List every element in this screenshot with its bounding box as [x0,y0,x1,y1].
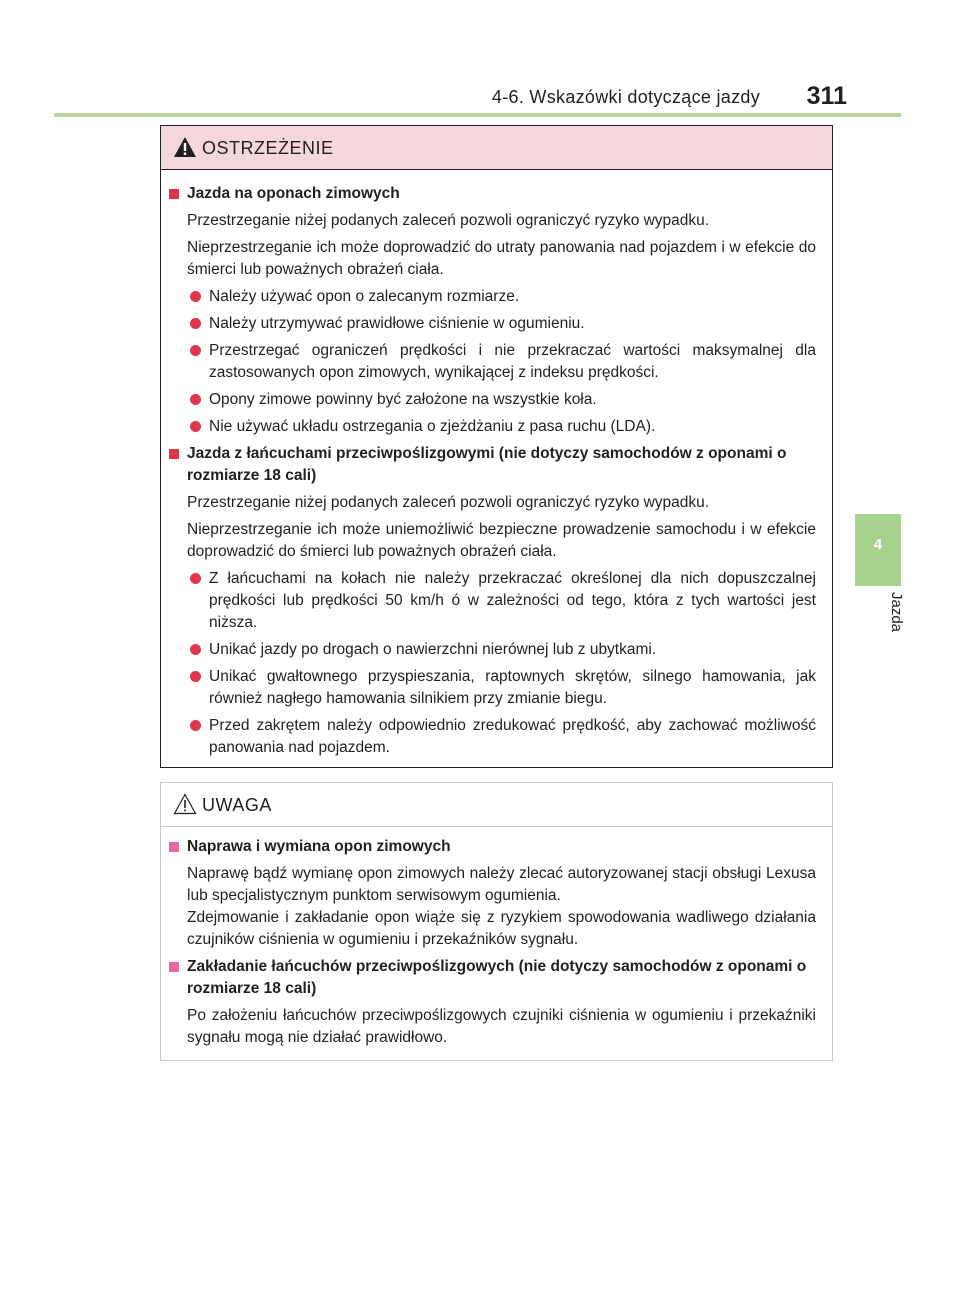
paragraph: Przestrzeganie niżej podanych zaleceń pozwoli ograniczyć ryzyko wypadku. [187,494,710,511]
notice-header [161,783,832,827]
paragraph: Nieprzestrzeganie ich może uniemożliwić bezpieczne prowadzenie samochodu i w efekcie doprowadzić do śmierci lub poważnych obrażeń ciała. [187,521,816,560]
list-item: Opony zimowe powinny być założone na wszystkie koła. [190,389,816,411]
list-item: Należy używać opon o zalecanym rozmiarze. [190,286,816,308]
list-item: Unikać gwałtownego przyspieszania, raptownych skrętów, silnego hamowania, jak również nagłego hamowania silnikiem przy zmianie biegu. [190,666,816,710]
warning-content [161,183,832,764]
round-bullet-icon [190,671,201,682]
section-heading: Zakładanie łańcuchów przeciwpoślizgowych (nie dotyczy samochodów z oponami o rozmiarze 18 cali) [169,956,816,1000]
section-heading: Naprawa i wymiana opon zimowych [169,836,816,858]
notice-box [160,782,833,1061]
list-item: Przestrzegać ograniczeń prędkości i nie przekraczać wartości maksymalnej dla zastosowanych opon zimowych, wynikającej z indeksu prędkości. [190,340,816,384]
round-bullet-icon [190,291,201,302]
square-bullet-icon [169,449,179,459]
round-bullet-icon [190,421,201,432]
round-bullet-icon [190,573,201,584]
caution-triangle-icon [173,793,197,815]
paragraph: Przestrzeganie niżej podanych zaleceń pozwoli ograniczyć ryzyko wypadku. [187,212,710,229]
paragraph: Zdejmowanie i zakładanie opon wiąże się z ryzykiem spowodowania wadliwego działania czujników ciśnienia w ogumieniu i przekaźników sygnału. [187,909,816,948]
chapter-label: Jazda [888,592,905,633]
round-bullet-icon [190,345,201,356]
round-bullet-icon [190,720,201,731]
page-number: 311 [806,82,847,110]
list-item: Należy utrzymywać prawidłowe ciśnienie w ogumieniu. [190,313,816,335]
notice-content [161,836,832,1054]
square-bullet-icon [169,189,179,199]
list-item: Z łańcuchami na kołach nie należy przekraczać określonej dla nich dopuszczalnej prędkości lub prędkości 50 km/h ó w zależności od tego, która z tych wartości jest niższa. [190,568,816,634]
chapter-number: 4 [873,536,883,553]
page-header [0,0,960,118]
paragraph: Nieprzestrzeganie ich może doprowadzić do utraty panowania nad pojazdem i w efekcie do śmierci lub poważnych obrażeń ciała. [187,239,816,278]
paragraph: Po założeniu łańcuchów przeciwpoślizgowych czujniki ciśnienia w ogumieniu i przekaźniki sygnału mogą nie działać prawidłowo. [187,1007,816,1046]
section-title: 4-6. Wskazówki dotyczące jazdy [491,87,760,107]
list-item: Nie używać układu ostrzegania o zjeżdżaniu z pasa ruchu (LDA). [190,416,816,438]
section-heading: Jazda z łańcuchami przeciwpoślizgowymi (nie dotyczy samochodów z oponami o rozmiarze 18 cali) [169,443,816,487]
warning-header [161,126,832,170]
chapter-tab [855,514,901,586]
round-bullet-icon [190,318,201,329]
square-bullet-icon [169,842,179,852]
square-bullet-icon [169,962,179,972]
warning-title: OSTRZEŻENIE [202,138,334,158]
warning-box [160,125,833,768]
round-bullet-icon [190,644,201,655]
list-item: Przed zakrętem należy odpowiednio zredukować prędkość, aby zachować możliwość panowania nad pojazdem. [190,715,816,759]
notice-title: UWAGA [202,795,272,815]
warning-triangle-icon [173,136,197,158]
list-item: Unikać jazdy po drogach o nawierzchni nierównej lub z ubytkami. [190,639,816,661]
round-bullet-icon [190,394,201,405]
header-divider [54,113,901,117]
section-heading: Jazda na oponach zimowych [169,183,816,205]
paragraph: Naprawę bądź wymianę opon zimowych należy zlecać autoryzowanej stacji obsługi Lexusa lub specjalistycznym punktom serwisowym ogumienia. [187,865,816,904]
